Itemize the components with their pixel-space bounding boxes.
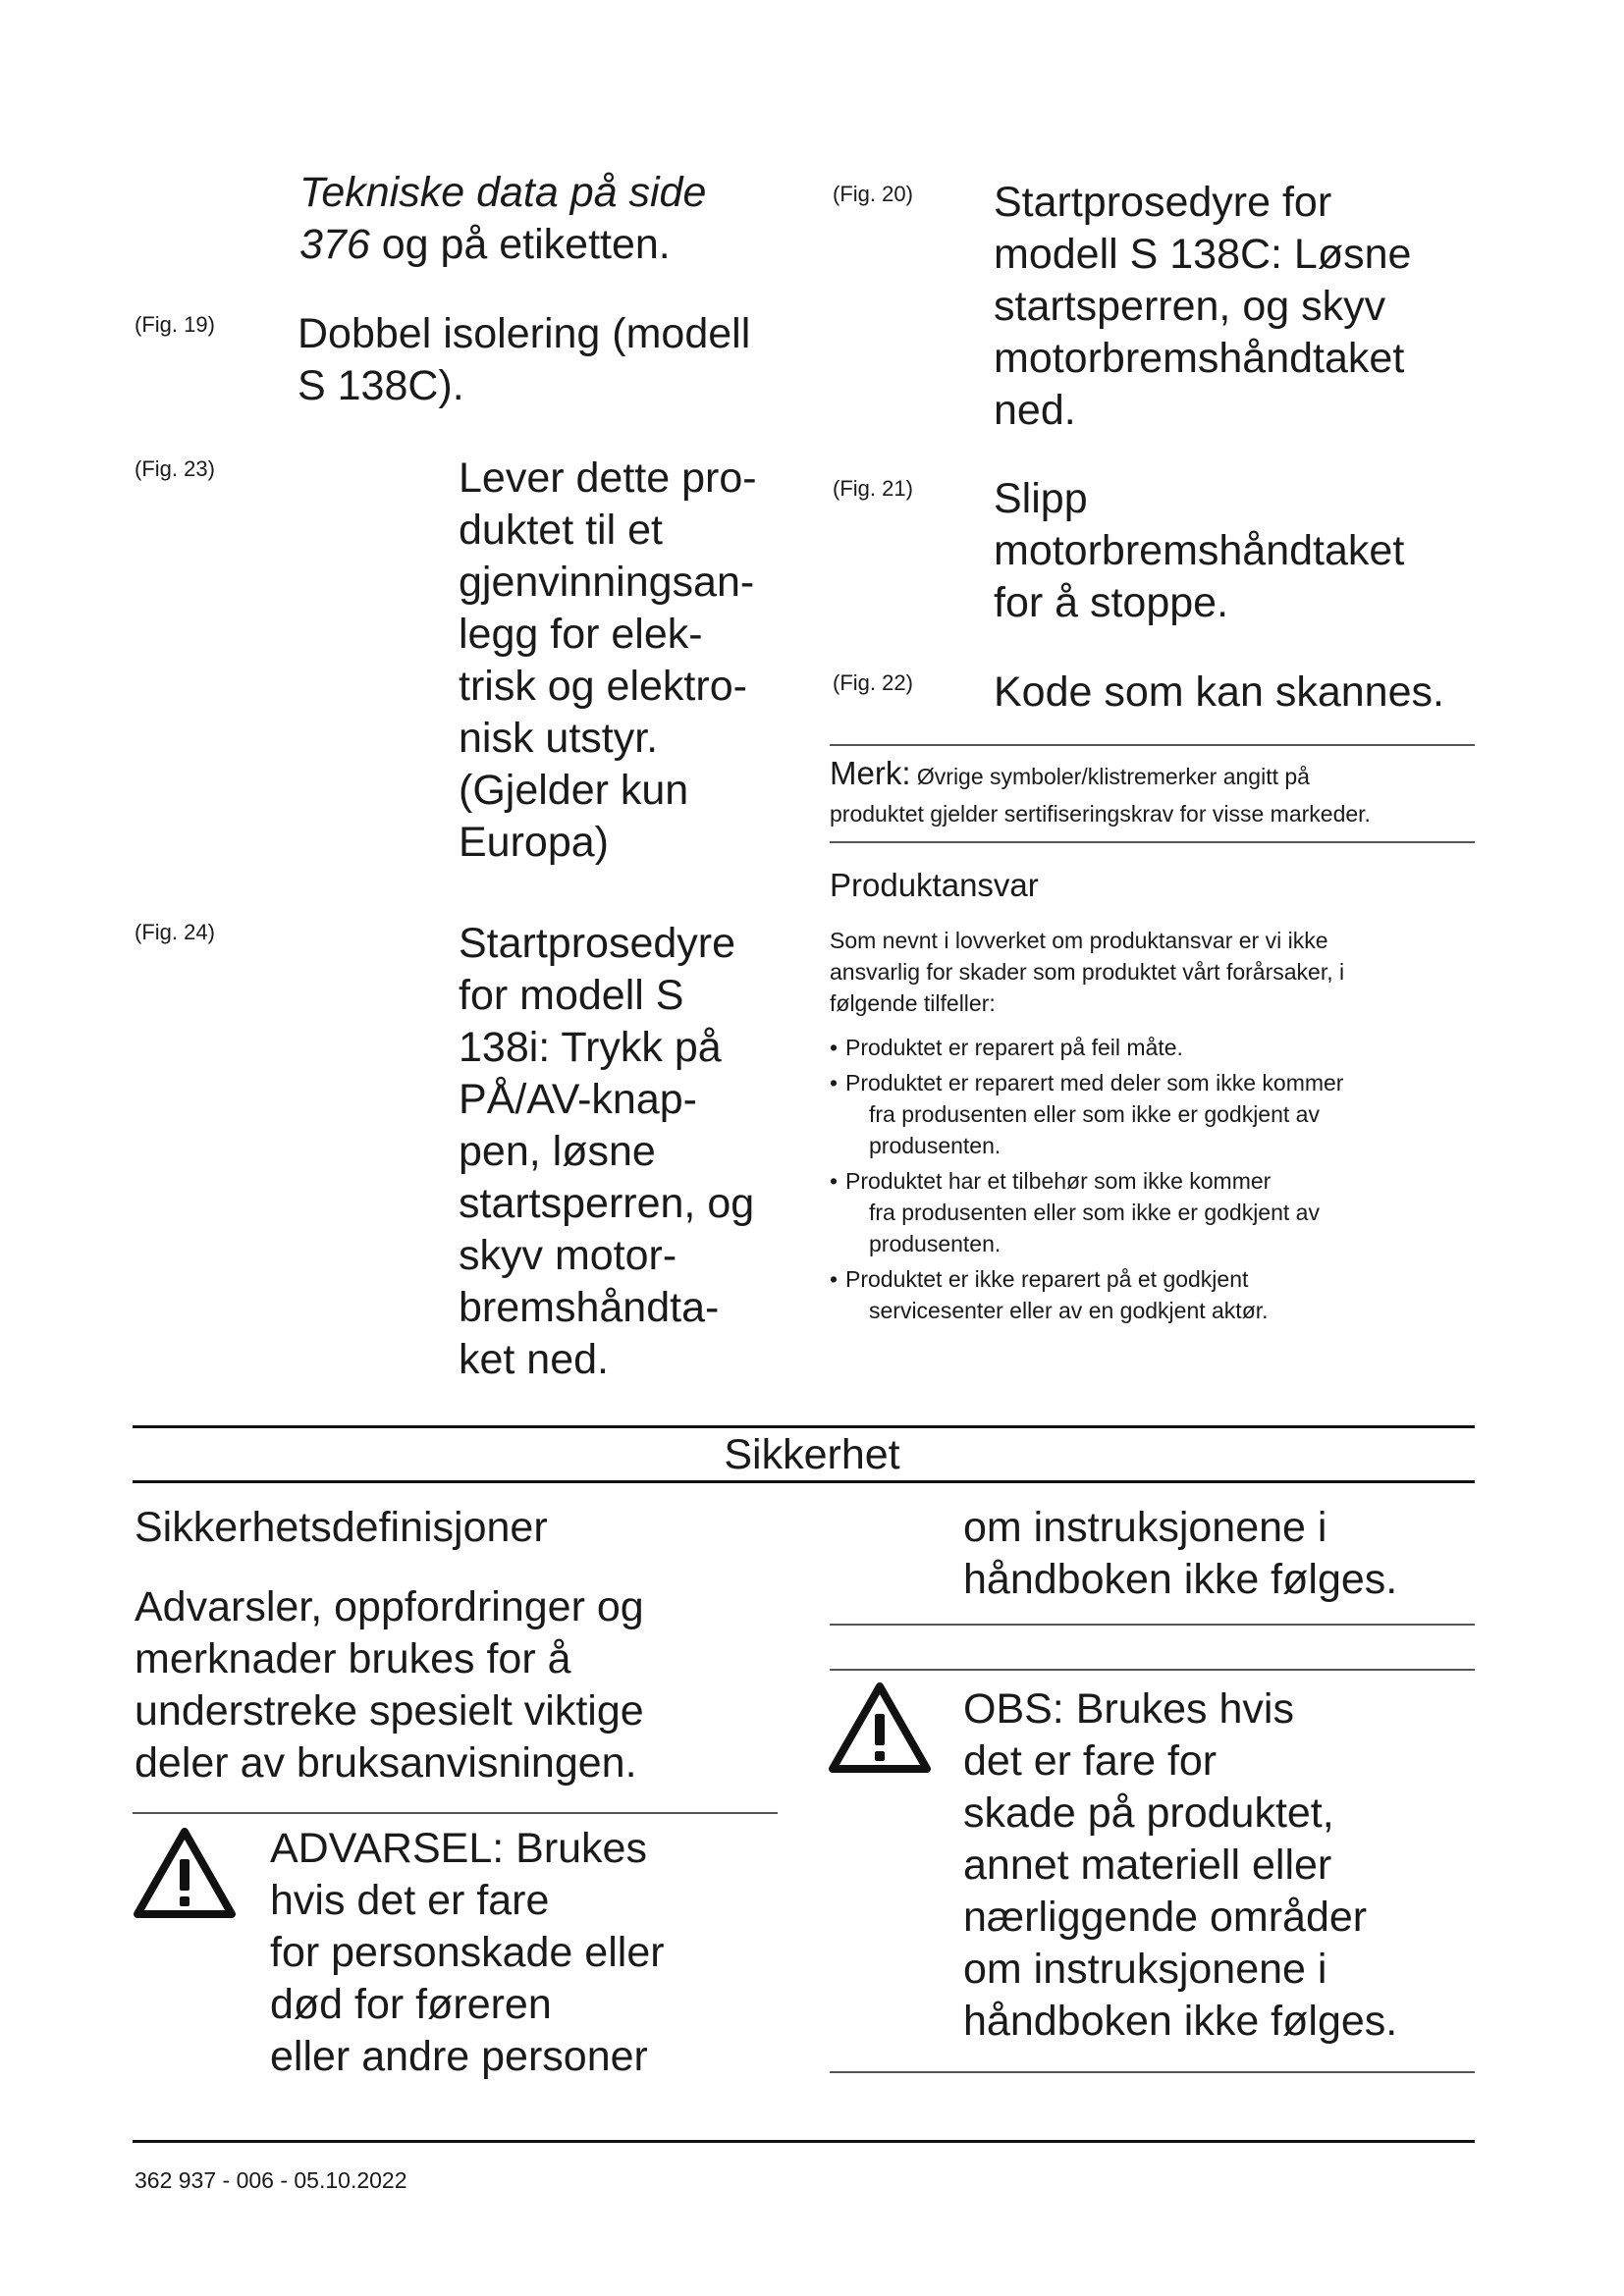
fig21-line: Slipp [994, 475, 1088, 522]
fig23-line: duktet til et [459, 507, 663, 554]
section-bottom-rule [133, 1480, 1475, 1483]
tech-data-line2-rest: og på etiketten. [369, 221, 671, 268]
fig24-line: startsperren, og [459, 1180, 755, 1227]
list-item [830, 1165, 1497, 1259]
fig23-label: (Fig. 23) [135, 456, 215, 481]
tech-data-line2 [299, 219, 790, 271]
fig20-line: ned. [994, 387, 1076, 434]
fig22-label: (Fig. 22) [833, 670, 913, 695]
list-item-text: fra produsenten eller som ikke er godkjent av [869, 1200, 1320, 1225]
fig24-line: pen, løsne [459, 1128, 656, 1175]
note-bottom-divider [830, 841, 1475, 843]
list-item-text: produsenten. [869, 1231, 1001, 1256]
fig21-line: for å stoppe. [994, 579, 1229, 626]
intro-line: Advarsler, oppfordringer og [135, 1583, 644, 1630]
fig19-text [298, 308, 808, 412]
caution-line1 [963, 1683, 1513, 1735]
fig23-line: Lever dette pro- [459, 454, 757, 502]
tech-data-reference [299, 167, 790, 271]
fig23-line: legg for elek- [459, 611, 703, 658]
warning-line: død for føreren [270, 1981, 552, 2028]
tech-data-page-link[interactable]: 376 [299, 221, 370, 268]
warning-top-divider [133, 1812, 778, 1814]
caution-line: nærliggende områder [963, 1894, 1368, 1941]
fig20-line: motorbremshåndtaket [994, 335, 1405, 382]
caution-line: om instruksjonene i [963, 1946, 1327, 1993]
caution-label: OBS: [963, 1685, 1064, 1733]
intro-line: deler av bruksanvisningen. [135, 1739, 637, 1787]
fig21-label: (Fig. 21) [833, 476, 913, 501]
list-item-text: fra produsenten eller som ikke er godkjent av [869, 1101, 1320, 1127]
product-liability-intro [830, 925, 1497, 1019]
fig24-line: ket ned. [459, 1336, 609, 1383]
warning-continued-text [963, 1502, 1513, 1606]
section-title: Sikkerhet [724, 1431, 900, 1478]
warning-triangle-icon [829, 1682, 931, 1773]
fig19-label: (Fig. 19) [135, 312, 215, 337]
product-liability-heading: Produktansvar [830, 867, 1039, 903]
caution-text [963, 1683, 1513, 2048]
list-item-text: Produktet er ikke reparert på et godkjent [845, 1266, 1249, 1292]
caution-end-divider [830, 2071, 1475, 2073]
caution-top-divider [830, 1669, 1475, 1671]
fig19-line: Dobbel isolering (modell [298, 310, 751, 357]
warning-line: eller andre personer [270, 2033, 648, 2080]
caution-line: håndboken ikke følges. [963, 1998, 1398, 2045]
list-item-text: Produktet er reparert med deler som ikke kommer [845, 1070, 1344, 1095]
fig21-text [994, 473, 1543, 629]
fig24-line: PÅ/AV-knap- [459, 1076, 697, 1123]
list-item-text: Produktet har et tilbehør som ikke kommer [845, 1168, 1272, 1194]
note-top-divider [830, 744, 1475, 746]
product-liability-list [830, 1032, 1497, 1330]
warning-continued-line: håndboken ikke følges. [963, 1556, 1398, 1603]
tech-data-line1: Tekniske data på side [299, 169, 707, 216]
note-text: Øvrige symboler/klistremerker angitt på [910, 764, 1310, 789]
note-label: Merk: [830, 755, 911, 791]
list-item [830, 1263, 1497, 1326]
fig23-line: trisk og elektro- [459, 663, 747, 710]
list-item [830, 1032, 1497, 1063]
definitions-heading: Sikkerhetsdefinisjoner [135, 1504, 548, 1551]
note-line2: produktet gjelder sertifiseringskrav for visse markeder. [830, 801, 1371, 827]
document-number: 362 937 - 006 - 05.10.2022 [135, 2167, 407, 2193]
intro-line: Som nevnt i lovverket om produktansvar er vi ikke [830, 928, 1328, 953]
fig22-text [994, 667, 1543, 719]
fig19-line: S 138C). [298, 362, 464, 409]
fig20-text [994, 177, 1543, 437]
fig21-line: motorbremshåndtaket [994, 527, 1405, 574]
note-line1 [830, 756, 1478, 798]
warning-line: hvis det er fare [270, 1877, 550, 1924]
fig24-line: skyv motor- [459, 1232, 677, 1279]
warning-text [270, 1823, 800, 2083]
fig20-label: (Fig. 20) [833, 182, 913, 206]
list-item-text: produsenten. [869, 1133, 1001, 1158]
intro-line: følgende tilfeller: [830, 990, 996, 1016]
fig20-line: modell S 138C: Løsne [994, 231, 1412, 278]
caution-line1-rest: Brukes hvis [1063, 1685, 1294, 1733]
fig20-line: Startprosedyre for [994, 179, 1332, 226]
fig24-text [459, 918, 792, 1386]
fig23-line: (Gjelder kun [459, 767, 689, 814]
fig24-line: bremshåndta- [459, 1284, 720, 1331]
fig23-line: gjenvinningsan- [459, 559, 755, 606]
warning-line1 [270, 1823, 800, 1875]
caution-line: skade på produktet, [963, 1789, 1334, 1837]
fig23-text [459, 453, 792, 869]
fig23-line: nisk utstyr. [459, 715, 659, 762]
intro-line: merknader brukes for å [135, 1635, 571, 1682]
list-item [830, 1067, 1497, 1161]
caution-line: annet materiell eller [963, 1842, 1332, 1889]
definitions-intro [135, 1581, 802, 1789]
fig23-line: Europa) [459, 819, 609, 866]
fig24-line: Startprosedyre [459, 920, 736, 967]
intro-line: ansvarlig for skader som produktet vårt forårsaker, i [830, 959, 1345, 985]
fig24-label: (Fig. 24) [135, 920, 215, 944]
warning-line1-rest: Brukes [504, 1825, 647, 1872]
fig24-line: 138i: Trykk på [459, 1024, 722, 1071]
warning-continued-line: om instruksjonene i [963, 1504, 1327, 1551]
caution-line: det er fare for [963, 1737, 1218, 1785]
footer-rule [133, 2140, 1475, 2143]
note-block [830, 756, 1478, 829]
warning-label: ADVARSEL: [270, 1825, 505, 1872]
list-item-text: servicesenter eller av en godkjent aktør. [869, 1298, 1269, 1323]
fig24-line: for modell S [459, 972, 684, 1019]
fig22-line: Kode som kan skannes. [994, 668, 1444, 716]
fig20-line: startsperren, og skyv [994, 283, 1386, 330]
warning-line: for personskade eller [270, 1929, 665, 1976]
intro-line: understreke spesielt viktige [135, 1687, 644, 1735]
section-top-rule [133, 1425, 1475, 1428]
warning-end-divider [830, 1624, 1475, 1626]
list-item-text: Produktet er reparert på feil måte. [845, 1035, 1183, 1060]
warning-triangle-icon [134, 1828, 236, 1918]
